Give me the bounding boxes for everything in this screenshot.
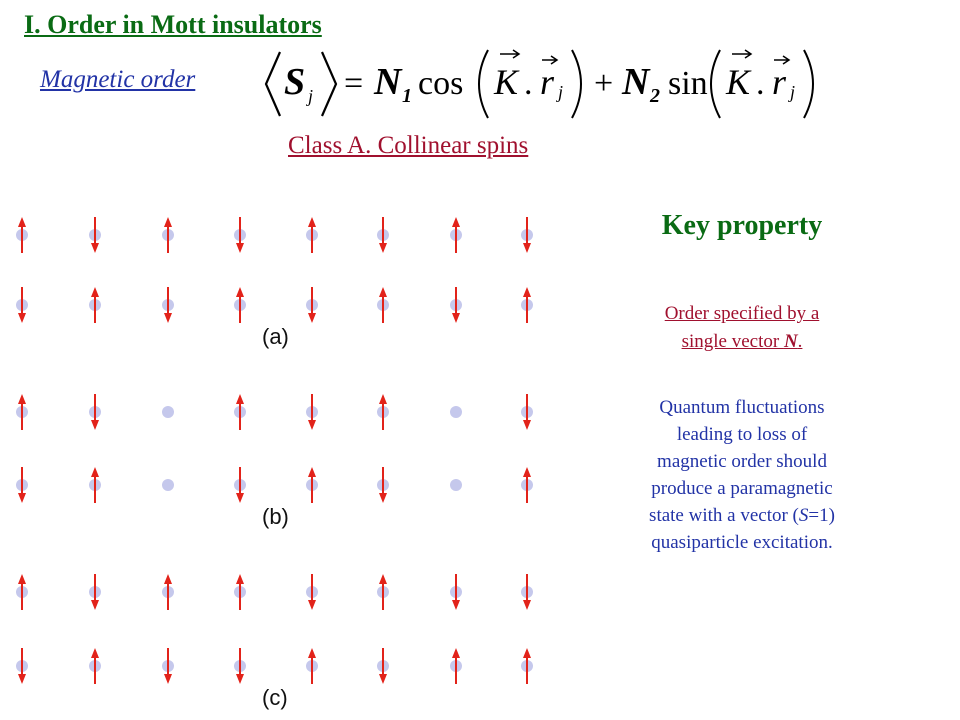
eq-cos: cos bbox=[418, 65, 464, 102]
quantum-fluctuations-text bbox=[606, 394, 878, 556]
key-property-heading: Key property bbox=[661, 210, 823, 241]
eq-lhs-sub: j bbox=[308, 86, 314, 106]
eq-n1-sub: 1 bbox=[402, 85, 412, 107]
panel-label-2: (b) bbox=[262, 504, 289, 529]
quantum-line-3: magnetic order should bbox=[657, 451, 827, 472]
eq-dot-2: . bbox=[756, 65, 765, 102]
order-spec-end: . bbox=[797, 331, 803, 352]
quantum-line-6: quasiparticle excitation. bbox=[651, 532, 833, 553]
eq-r-2: r bbox=[772, 62, 787, 102]
lattice-panel-3 bbox=[16, 574, 533, 710]
class-a-label: Class A. Collinear spins bbox=[288, 132, 529, 159]
lattice-site bbox=[162, 406, 174, 418]
lattice-panel-1 bbox=[16, 217, 533, 349]
spin-lattice-diagram bbox=[0, 190, 560, 720]
quantum-line-1: Quantum fluctuations bbox=[659, 397, 825, 418]
eq-lhs-s: S bbox=[284, 61, 306, 103]
left-paren-2 bbox=[711, 50, 720, 118]
order-spec-text bbox=[612, 300, 872, 356]
order-spec-line1: Order specified by a bbox=[664, 303, 820, 324]
order-spec-vector: N bbox=[783, 331, 798, 352]
quantum-line-5-end: =1) bbox=[808, 505, 835, 526]
eq-dot-1: . bbox=[524, 65, 533, 102]
eq-n2-sub: 2 bbox=[650, 85, 660, 107]
quantum-spin-s: S bbox=[798, 505, 809, 526]
panel-label-1: (a) bbox=[262, 324, 289, 349]
k-vector-arrow-1 bbox=[500, 50, 519, 58]
quantum-line-4: produce a paramagnetic bbox=[651, 478, 833, 499]
right-paren-1 bbox=[572, 50, 581, 118]
order-spec-line2: single vector bbox=[681, 331, 784, 352]
eq-r-1: r bbox=[540, 62, 555, 102]
lattice-site bbox=[162, 479, 174, 491]
quantum-line-2: leading to loss of bbox=[676, 424, 808, 445]
magnetic-order-label: Magnetic order bbox=[40, 66, 196, 93]
lattice-panel-2 bbox=[16, 394, 533, 529]
quantum-line-5: state with a vector ( bbox=[649, 505, 799, 526]
eq-r-sub-1: j bbox=[558, 82, 564, 102]
eq-equals: = bbox=[344, 65, 364, 102]
eq-plus: + bbox=[594, 65, 614, 102]
magnetic-order-equation bbox=[250, 46, 850, 120]
eq-n2: N bbox=[622, 61, 650, 103]
eq-sin: sin bbox=[668, 65, 708, 102]
lattice-site bbox=[450, 479, 462, 491]
left-paren-1 bbox=[479, 50, 488, 118]
eq-r-sub-2: j bbox=[790, 82, 796, 102]
eq-k-2: K bbox=[726, 62, 751, 102]
right-angle-bracket bbox=[322, 52, 336, 116]
slide-title: I. Order in Mott insulators bbox=[24, 10, 322, 39]
lattice-site bbox=[450, 406, 462, 418]
left-angle-bracket bbox=[266, 52, 280, 116]
k-vector-arrow-2 bbox=[732, 50, 751, 58]
right-paren-2 bbox=[804, 50, 813, 118]
eq-k-1: K bbox=[494, 62, 519, 102]
eq-n1: N bbox=[374, 61, 402, 103]
panel-label-3: (c) bbox=[262, 685, 288, 710]
